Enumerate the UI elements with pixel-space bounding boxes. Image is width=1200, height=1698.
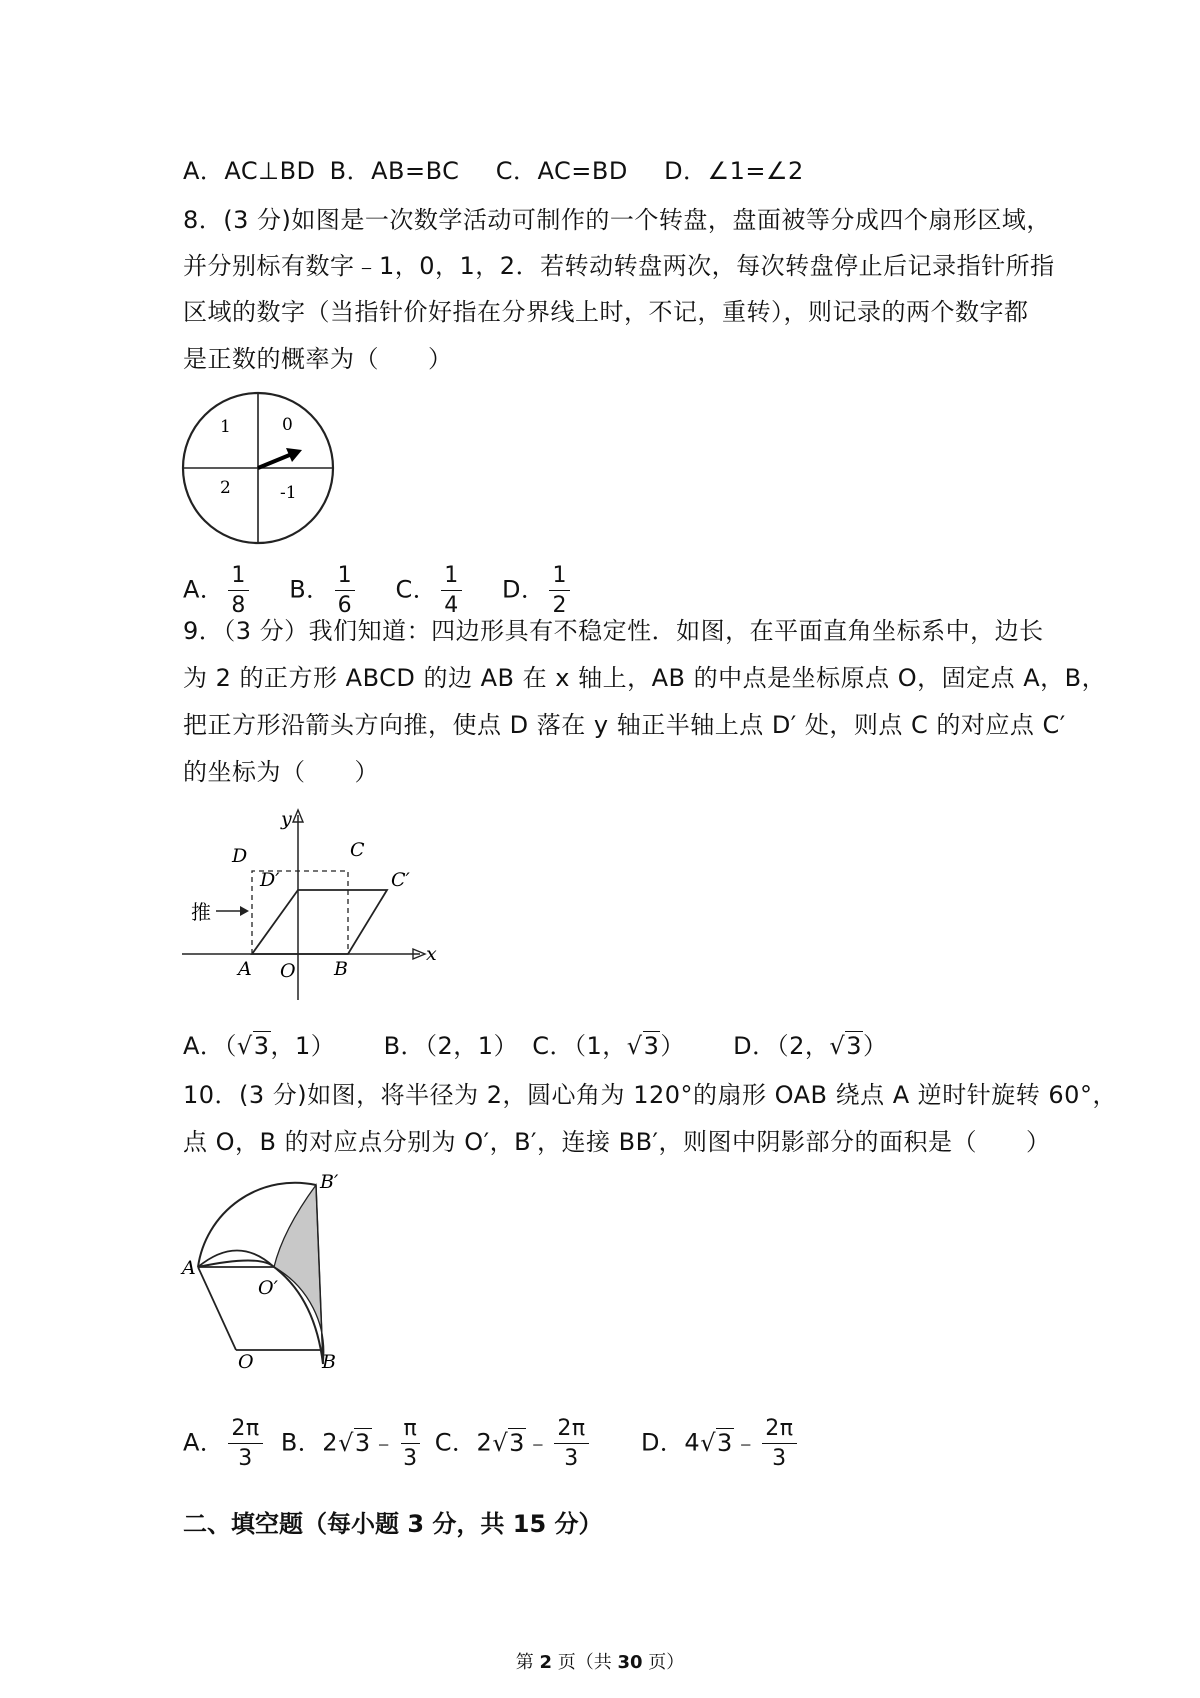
q7-options xyxy=(183,156,804,186)
spinner-label-1: 1 xyxy=(220,417,231,437)
parallelogram-abcpdp xyxy=(252,890,387,954)
q8-stem-line: 区域的数字（当指针价好指在分界线上时，不记，重转），则记录的两个数字都 xyxy=(183,298,1029,326)
q8-option-c: C． $\frac{1}{4}$ xyxy=(395,563,465,618)
segment-a-o xyxy=(198,1267,236,1350)
footer-total-pages: 30 xyxy=(617,1652,643,1673)
q7-option-c: C．AC=BD xyxy=(495,157,628,185)
label-b-prime: B′ xyxy=(320,1171,339,1193)
q10-option-c: C．2√3﹣ $\frac{2\pi}{3}$ xyxy=(435,1416,593,1471)
label-a: A xyxy=(182,1257,196,1279)
q7-option-d: D．∠1=∠2 xyxy=(664,157,804,185)
label-d: D xyxy=(232,845,248,867)
label-o: O xyxy=(238,1351,254,1370)
q8-stem-line: 是正数的概率为（ ） xyxy=(183,345,453,373)
q10-option-b: B．2√3﹣ $\frac{\pi}{3}$ xyxy=(281,1416,425,1471)
spinner-label-0: 0 xyxy=(282,415,293,435)
label-x: x xyxy=(426,943,437,965)
q10-option-d: D．4√3﹣ $\frac{2\pi}{3}$ xyxy=(641,1416,801,1471)
q10-option-a: A． $\frac{2\pi}{3}$ xyxy=(183,1416,267,1471)
q9-option-b: B．（2，1） xyxy=(383,1032,519,1060)
footer-page-number: 2 xyxy=(539,1652,552,1673)
q10-options xyxy=(183,1416,801,1471)
spinner-pointer xyxy=(258,454,292,468)
q9-option-a: A．（√3，1） xyxy=(183,1032,336,1060)
q8-option-d: D． $\frac{1}{2}$ xyxy=(502,563,574,618)
q9-option-d: D．（2，√3） xyxy=(733,1032,888,1060)
q7-option-a: A．AC⊥BD xyxy=(183,157,316,185)
q8-stem-line: 并分别标有数字﹣1，0，1，2．若转动转盘两次，每次转盘停止后记录指针所指 xyxy=(183,252,1055,280)
q7-option-b: B．AB=BC xyxy=(329,157,460,185)
q9-stem-line: 为 2 的正方形 ABCD 的边 AB 在 x 轴上，AB 的中点是坐标原点 O，固定点 A，B， xyxy=(183,664,1107,692)
q9-stem-line: 9．（3 分）我们知道：四边形具有不稳定性．如图，在平面直角坐标系中，边长 xyxy=(183,617,1044,645)
spinner-label-neg1: -1 xyxy=(280,483,297,503)
label-o-prime: O′ xyxy=(258,1277,278,1299)
q10-stem-line: 10．(3 分)如图，将半径为 2，圆心角为 120°的扇形 OAB 绕点 A 逆时针旋转 60°， xyxy=(183,1081,1117,1109)
spinner-figure xyxy=(180,390,340,550)
spinner-label-2: 2 xyxy=(220,478,231,498)
label-c: C xyxy=(350,839,365,861)
q8-option-a: A． $\frac{1}{8}$ xyxy=(183,563,253,618)
q8-option-b: B． $\frac{1}{6}$ xyxy=(289,563,359,618)
q9-stem-line: 把正方形沿箭头方向推，使点 D 落在 y 轴正半轴上点 D′ 处，则点 C 的对应点 C′ xyxy=(183,711,1066,739)
label-o: O xyxy=(280,960,296,982)
label-a: A xyxy=(238,958,252,980)
q8-options xyxy=(183,563,574,618)
push-label: 推 xyxy=(191,900,211,924)
q9-options xyxy=(183,1031,887,1061)
label-b: B xyxy=(322,1351,336,1370)
label-b: B xyxy=(334,958,348,980)
rotated-sector-figure xyxy=(180,1170,380,1370)
q8-stem-line: 8．(3 分)如图是一次数学活动可制作的一个转盘，盘面被等分成四个扇形区域， xyxy=(183,206,1051,234)
q10-stem-line: 点 O，B 的对应点分别为 O′，B′，连接 BB′，则图中阴影部分的面积是（ ） xyxy=(183,1128,1051,1156)
q9-option-c: C．（1，√3） xyxy=(532,1032,685,1060)
label-y: y xyxy=(281,808,292,830)
q9-stem-line: 的坐标为（ ） xyxy=(183,758,379,786)
label-c-prime: C′ xyxy=(391,869,410,891)
page-footer: 第 2 页（共 30 页） xyxy=(515,1652,685,1673)
parallelogram-figure xyxy=(180,800,450,1005)
label-d-prime: D′ xyxy=(260,869,280,891)
push-arrow-head xyxy=(240,906,249,916)
section-heading: 二、填空题（每小题 3 分，共 15 分） xyxy=(183,1510,603,1538)
